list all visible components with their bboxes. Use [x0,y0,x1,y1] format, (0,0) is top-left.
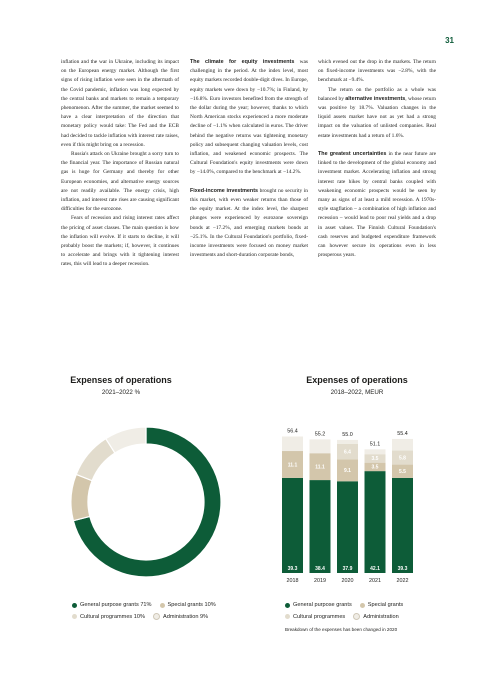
bar-category-label: 2018 [286,578,299,584]
page-number: 31 [445,36,454,45]
paragraph: Russia's attack on Ukraine brought a sorry turn to the financial year. The importance of Russian natural gas is huge for Germany and thereby for other European economies, and alternative energy sources are not readily available. The energy crisis, high inflation, and interest rate rises are causing significant difficulties for the eurozone. [61,151,179,213]
bar-category-label: 2020 [341,578,354,584]
legend-swatch [72,603,77,608]
legend-label: Cultural programmes 10% [80,613,145,620]
donut-legend [72,602,216,625]
bar-total-label: 55.2 [314,431,326,438]
paragraph: which evened out the drop in the markets. The return on fixed-income investments was −2.8%, with the benchmark at −9.4%. [318,59,436,84]
bar-segment-general-purpose-grants [392,478,413,573]
bar-category-label: 2019 [314,578,326,584]
legend-item [72,613,145,620]
bar-data-label: 9.1 [344,468,351,475]
legend-label: General purpose grants [293,602,352,608]
legend-label: General purpose grants 71% [80,602,152,608]
legend-swatch [153,613,160,620]
legend-swatch [160,603,165,608]
bar-data-label: 38.4 [315,566,325,572]
chart-footnote: Breakdown of the expenses has been changed in 2020 [285,627,398,632]
bar-segment-administration [310,439,331,453]
paragraph-text: was challenging in the period. At the index level, most equity markets recorded double-digit dives. In Europe, equity markets were down by −10.7%; in Finland, by −16.8%. Euro investors benefited from the strength of the dollar during the year; however, thanks to which North American stocks experienced a more moderate decline of −1.1% when calculated in euros. The driver behind the negative returns was tightening monetary policy and subsequent changing valuation levels, cost inflation, and weakened economic prospects. The Cultural Foundation's equity investments were down by −14.0%, compared to the benchmark at −14.2%. [190,59,308,176]
bar-total-label: 55.4 [397,430,408,437]
bar-data-label: 3.5 [371,456,379,463]
bar-segment-administration [392,439,413,451]
legend-item [160,602,216,608]
bar-category-label: 2021 [369,578,381,584]
bar-chart-subtitle: 2018–2022, MEUR [330,389,384,396]
bar-data-label: 6.4 [344,449,351,456]
text-column-3 [318,58,436,260]
paragraph-text: , whose return was positive by 18.7%. Valuation changes in the liquid assets market have not as yet had a strong impact on the valuation of unlisted companies. Real estate investments had a return of 1.6%. [318,95,436,139]
paragraph [190,58,308,178]
donut-slice-administration [106,427,146,453]
bar-data-label: 11.1 [315,464,325,471]
stacked-bar-chart [274,408,434,593]
legend-item [285,602,352,608]
bar-segment-administration [282,437,303,452]
bar-total-label: 55.0 [342,431,353,438]
bar-segment-general-purpose-grants [337,481,358,573]
legend-label: Special grants 10% [167,602,216,608]
paragraph: inflation and the war in Ukraine, including its impact on the European energy market. Although the first signs of rising inflation were seen in the aftermath of the Covid pandemic, inflation was long expected by the central banks and markets to remain a temporary phenomenon. After the summer, the market seemed to have a clear interpretation of the direction that monetary policy would take: The Fed and the ECB had decided to tackle inflation with interest rate raises, even if this might bring on a recession. [61,59,179,148]
donut-slice-special-grants [71,474,92,520]
legend-swatch [285,603,290,608]
bar-chart-title: Expenses of operations [306,375,408,385]
legend-item [360,602,403,608]
legend-item [285,613,345,620]
bar-legend [285,602,403,625]
legend-label: Cultural programmes [293,613,346,620]
bar-data-label: 39.3 [397,566,408,572]
bar-data-label: 5.8 [399,455,406,462]
legend-item [153,613,208,620]
bar-data-label: 11.1 [287,462,298,469]
legend-label: Administration [363,613,399,620]
donut-chart-title: Expenses of operations [70,375,172,385]
donut-chart-subtitle: 2021–2022 % [101,389,141,396]
bar-data-label: 37.9 [342,566,353,572]
bar-segment-general-purpose-grants [282,478,303,573]
paragraph: Fears of recession and rising interest rates affect the pricing of asset classes. The main question is how the inflation will evolve. If it starts to decline, it will probably boost the markets; if, however, it continues to accelerate and brings with it tightening interest rates, this will lead to a deeper recession. [61,215,179,268]
legend-item [72,602,152,608]
paragraph-bold: alternative investments [345,95,406,102]
legend-item [353,613,398,620]
paragraph [318,86,436,141]
legend-swatch [72,614,77,619]
paragraph [318,150,436,260]
bar-data-label: 42.1 [370,566,380,572]
legend-swatch [285,614,290,619]
bar-segment-general-purpose-grants [365,471,386,573]
bar-data-label: 3.5 [371,464,379,471]
bar-category-label: 2022 [396,578,409,584]
legend-swatch [353,613,360,620]
paragraph [190,187,308,261]
bar-data-label: 5.5 [399,469,406,476]
bar-segment-general-purpose-grants [310,480,331,573]
paragraph-heading: Fixed-income investments [190,187,258,194]
bar-total-label: 56.4 [287,428,298,435]
text-column-1 [61,58,179,270]
paragraph-text: The return on the portfolio as a whole was balanced by [318,86,436,102]
bar-segment-administration [337,440,358,444]
donut-chart [56,412,236,592]
bar-total-label: 51.1 [369,441,381,448]
legend-label: Special grants [367,602,404,608]
paragraph-heading: The climate for equity investments [190,59,295,65]
legend-label: Administration 9% [162,613,209,620]
bar-data-label: 39.3 [287,566,298,572]
legend-swatch [360,603,365,608]
paragraph-text: brought no security in this market, with even weaker returns than those of the equity market. At the index level, the sharpest plunges were experienced by eurozone sovereign bonds at −17.2%, and emerging markets bonds at −25.1%. In the Cultural Foundation's portfolio, fixed-income investments were focused on money market investments and short-duration corporate bonds, [190,187,308,259]
bar-segment-administration [365,449,386,454]
paragraph-text: in the near future are linked to the development of the global economy and investment market. Accelerating inflation and strong interest rate hikes by central banks coupled with weakening economic prospects would be seen by many as signs of at least a mild recession. A 1970s-style stagflation – a combination of high inflation and recession – would lead to poor real yields and a drop in asset values. The Finnish Cultural Foundation's cash reserves and budgeted expenditure framework can however secure its operations even in less prosperous years. [318,151,436,259]
paragraph-heading: The greatest uncertainties [318,151,387,158]
text-column-2 [190,58,308,260]
